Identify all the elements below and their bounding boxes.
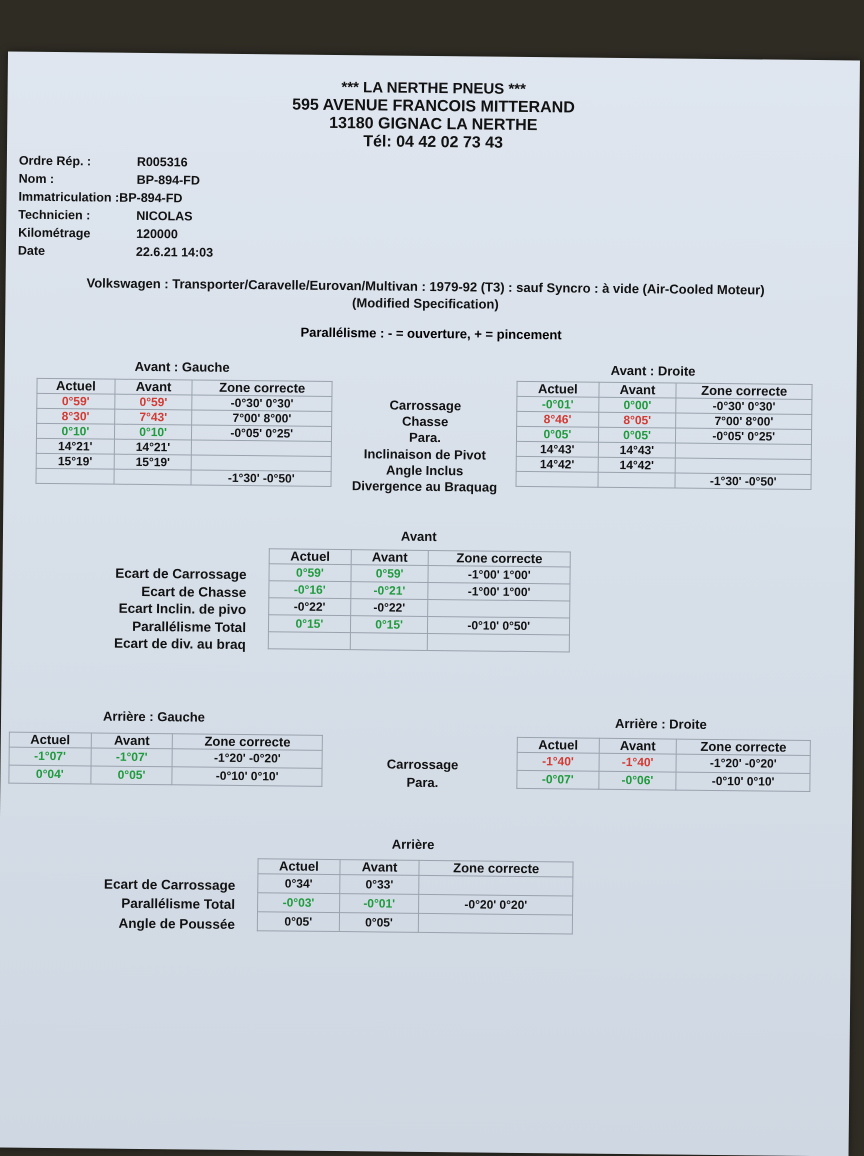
measure-label: Inclinaison de Pivot — [363, 445, 486, 463]
col-actuel: Actuel — [269, 549, 351, 565]
front-right-title: Avant : Droite — [610, 362, 696, 379]
cell-avant: 0°59' — [115, 394, 193, 410]
front-axle-labels — [62, 564, 247, 654]
vehicle-line: (Modified Specification) — [352, 295, 499, 312]
cell-actuel: 0°34' — [258, 874, 340, 894]
cell-actuel: 0°10' — [36, 423, 114, 439]
cell-actuel: 8°46' — [517, 411, 599, 427]
rear-axle-title: Arrière — [391, 836, 435, 853]
measure-label: Ecart de Carrossage — [115, 565, 247, 583]
col-zone: Zone correcte — [192, 380, 332, 396]
measure-row — [258, 893, 573, 915]
vehicle-line: Volkswagen : Transporter/Caravelle/Eurovan/Multivan : 1979-92 (T3) : sauf Syncro : à vide (Air-Cooled Moteur) — [86, 275, 765, 298]
cell-zone: -0°10' 0°10' — [172, 767, 322, 787]
measure-label: Para. — [409, 430, 441, 446]
cell-avant: 0°15' — [350, 616, 428, 634]
col-actuel: Actuel — [517, 381, 599, 397]
cell-actuel: 0°15' — [268, 615, 350, 633]
rear-right-table — [516, 737, 811, 792]
vehicle-spec — [25, 274, 825, 316]
measure-row — [517, 770, 810, 791]
cell-zone — [676, 458, 812, 474]
cell-actuel — [268, 632, 350, 650]
measure-label: Parallélisme Total — [121, 896, 236, 913]
shop-address: 595 AVENUE FRANCOIS MITTERAND — [292, 96, 575, 117]
info-key: Technicien : — [18, 207, 91, 223]
cell-avant: -0°21' — [351, 582, 429, 600]
info-value: R005316 — [136, 154, 188, 170]
cell-zone — [428, 633, 570, 651]
cell-zone: -1°20' -0°20' — [676, 754, 810, 773]
measure-label: Ecart de Chasse — [141, 583, 247, 600]
cell-actuel: 0°04' — [9, 765, 91, 784]
measure-label: Carrossage — [389, 397, 462, 414]
info-key: Ordre Rép. : — [18, 153, 92, 169]
cell-zone: 7°00' 8°00' — [676, 413, 812, 429]
info-row — [19, 172, 214, 192]
shop-phone: Tél: 04 42 02 73 43 — [363, 133, 504, 152]
measure-row — [36, 468, 331, 486]
measure-row — [516, 471, 811, 489]
measure-label: Angle Inclus — [385, 462, 464, 479]
col-actuel: Actuel — [517, 737, 599, 753]
measure-row — [268, 632, 569, 652]
col-avant: Avant — [599, 738, 677, 754]
col-avant: Avant — [91, 733, 173, 749]
front-axle-title: Avant — [400, 528, 437, 545]
cell-avant: -0°22' — [350, 599, 428, 617]
rear-left-table — [8, 732, 323, 787]
cell-actuel: 0°05' — [516, 426, 598, 442]
col-actuel: Actuel — [37, 378, 115, 394]
cell-avant: 14°42' — [598, 457, 676, 473]
cell-avant — [350, 633, 428, 651]
cell-actuel: -0°22' — [269, 598, 351, 616]
cell-zone — [192, 440, 332, 456]
info-key: Nom : — [18, 171, 55, 187]
col-zone: Zone correcte — [173, 734, 323, 751]
rear-axle-table — [257, 858, 574, 934]
cell-actuel: -0°16' — [269, 581, 351, 599]
info-row — [19, 154, 214, 174]
measure-label: Divergence au Braquag — [351, 478, 498, 495]
cell-avant: -0°06' — [599, 771, 677, 790]
cell-zone: -1°30' -0°50' — [191, 470, 331, 486]
cell-avant: 7°43' — [114, 409, 192, 425]
cell-avant: -1°07' — [91, 748, 173, 767]
info-row — [18, 208, 213, 228]
cell-actuel: 8°30' — [37, 408, 115, 424]
col-avant: Avant — [340, 860, 420, 876]
cell-avant: 14°21' — [114, 439, 192, 455]
cell-zone: -0°10' 0°50' — [428, 616, 570, 634]
front-axle-table — [268, 548, 571, 652]
col-zone: Zone correcte — [677, 739, 811, 755]
cell-actuel: 0°05' — [257, 912, 339, 932]
cell-avant: 0°00' — [598, 397, 676, 413]
info-row — [18, 244, 213, 264]
cell-zone: -1°00' 1°00' — [428, 582, 570, 600]
cell-zone — [192, 455, 332, 471]
cell-actuel: -1°40' — [517, 752, 599, 771]
cell-actuel: -1°07' — [9, 747, 91, 766]
measure-row — [9, 765, 322, 786]
parallelisme-legend: Parallélisme : - = ouverture, + = pincement — [300, 324, 562, 343]
cell-actuel: -0°03' — [258, 893, 340, 913]
front-left-title: Avant : Gauche — [134, 358, 230, 375]
job-info — [18, 154, 214, 264]
measure-label: Parallélisme Total — [132, 618, 247, 635]
measure-row — [257, 912, 572, 934]
shop-city: 13180 GIGNAC LA NERTHE — [329, 114, 538, 135]
cell-zone: -0°05' 0°25' — [676, 428, 812, 444]
col-avant: Avant — [351, 550, 429, 566]
shop-name: *** LA NERTHE PNEUS *** — [341, 79, 526, 98]
cell-zone — [419, 875, 573, 896]
cell-actuel: 14°43' — [516, 441, 598, 457]
measure-row — [258, 874, 573, 896]
cell-zone — [428, 599, 570, 617]
cell-avant: 0°05' — [91, 766, 173, 785]
measure-label: Para. — [406, 774, 439, 791]
info-value: 120000 — [136, 226, 178, 242]
rear-axle-labels — [55, 874, 236, 934]
cell-actuel: 0°59' — [269, 564, 351, 582]
cell-avant: 8°05' — [598, 412, 676, 428]
measure-label: Carrossage — [386, 756, 459, 773]
info-value: BP-894-FD — [119, 190, 183, 206]
front-measure-labels — [329, 397, 520, 496]
col-avant: Avant — [115, 379, 193, 395]
cell-avant — [114, 469, 192, 485]
cell-zone: -0°05' 0°25' — [192, 425, 332, 441]
cell-avant — [598, 472, 676, 488]
rear-left-title: Arrière : Gauche — [102, 708, 206, 725]
info-key: Kilométrage — [18, 225, 91, 241]
col-zone: Zone correcte — [676, 383, 812, 399]
measure-label: Ecart de div. au braq — [113, 636, 246, 653]
measure-row — [517, 752, 810, 773]
cell-avant: 14°43' — [598, 442, 676, 458]
cell-actuel — [516, 471, 598, 487]
col-actuel: Actuel — [258, 859, 340, 875]
col-zone: Zone correcte — [429, 550, 571, 566]
alignment-report-sheet — [0, 52, 860, 1156]
cell-actuel: 0°59' — [37, 393, 115, 409]
cell-zone: -1°20' -0°20' — [172, 749, 322, 769]
cell-zone: 7°00' 8°00' — [192, 410, 332, 426]
cell-avant: 0°10' — [114, 424, 192, 440]
cell-zone — [676, 443, 812, 459]
cell-actuel: 14°21' — [36, 438, 114, 454]
info-key: Immatriculation : — [18, 189, 120, 205]
info-row — [18, 190, 213, 210]
info-value: 22.6.21 14:03 — [135, 244, 214, 260]
cell-actuel: -0°07' — [517, 770, 599, 789]
cell-avant: 0°05' — [339, 913, 419, 933]
front-right-table — [515, 381, 812, 490]
col-avant: Avant — [599, 382, 677, 398]
cell-avant: 0°05' — [598, 427, 676, 443]
cell-actuel: 15°19' — [36, 453, 114, 469]
cell-zone: -1°00' 1°00' — [428, 565, 570, 583]
cell-zone: -0°30' 0°30' — [676, 398, 812, 414]
measure-label: Angle de Poussée — [118, 915, 235, 932]
cell-zone: -1°30' -0°50' — [675, 473, 811, 489]
cell-zone: -0°20' 0°20' — [419, 894, 573, 915]
cell-zone: -0°10' 0°10' — [676, 772, 810, 791]
cell-actuel: -0°01' — [517, 396, 599, 412]
cell-zone: -0°30' 0°30' — [192, 395, 332, 411]
cell-zone — [419, 913, 573, 934]
cell-actuel — [36, 468, 114, 484]
measure-label: Chasse — [401, 413, 449, 430]
rear-measure-labels — [334, 755, 510, 793]
info-value: NICOLAS — [136, 208, 193, 224]
front-left-table — [35, 378, 332, 487]
info-key: Date — [17, 243, 46, 258]
cell-avant: -0°01' — [339, 894, 419, 914]
cell-avant: -1°40' — [599, 753, 677, 772]
measure-label: Ecart Inclin. de pivo — [118, 600, 247, 618]
cell-avant: 15°19' — [114, 454, 192, 470]
info-row — [18, 226, 213, 246]
col-actuel: Actuel — [9, 732, 91, 748]
info-value: BP-894-FD — [136, 172, 200, 188]
cell-actuel: 14°42' — [516, 456, 598, 472]
cell-avant: 0°33' — [339, 875, 419, 895]
col-zone: Zone correcte — [419, 860, 573, 877]
cell-avant: 0°59' — [351, 565, 429, 583]
rear-right-title: Arrière : Droite — [614, 715, 707, 732]
measure-label: Ecart de Carrossage — [103, 876, 236, 893]
